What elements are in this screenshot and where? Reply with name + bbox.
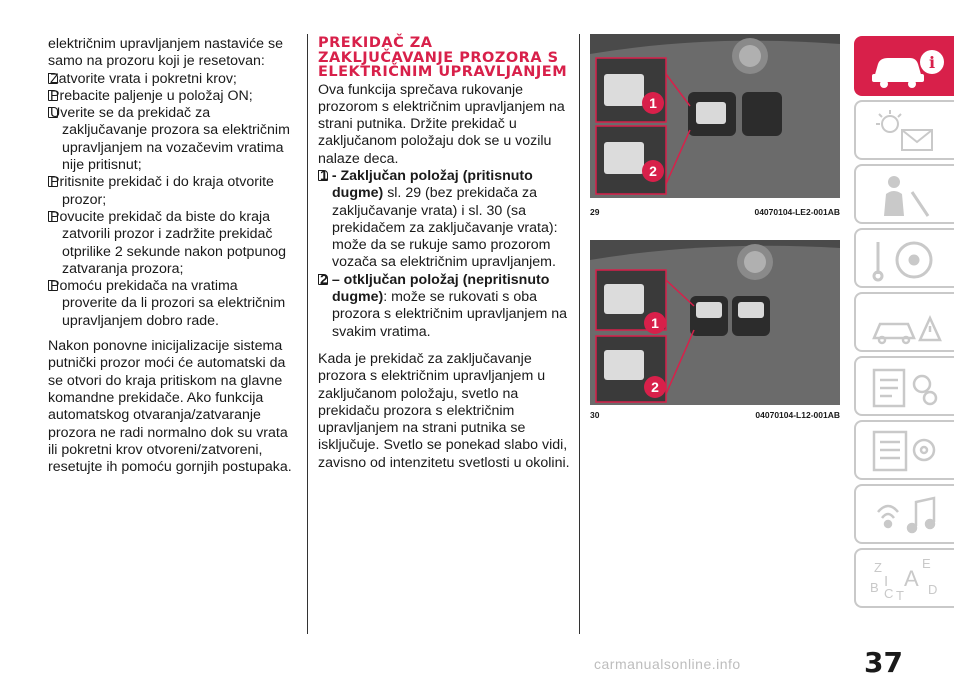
bullet-icon [48,90,58,101]
bullet-icon [48,211,58,222]
list-item [318,272,572,341]
tab-dashboard-lights[interactable] [854,100,954,160]
maintenance-icon [868,364,948,410]
tab-safety[interactable] [854,164,954,224]
column-divider [307,34,308,634]
tab-maintenance[interactable] [854,356,954,416]
index-icon [868,556,948,602]
specifications-icon [868,428,948,474]
dashboard-lights-icon [868,108,948,154]
figure-30 [590,240,840,405]
list-item [48,88,294,105]
bullet-icon [48,280,58,291]
list-item-text: Povucite prekidač da biste do kraja zatvorili prozor i zadržite prekidač otprilike 2 sekunde nakon potpunog zatvaranja prozora; [50,208,287,277]
tab-specifications[interactable] [854,420,954,480]
bullet-icon [318,170,328,181]
list-item-text: Pomoću prekidača na vratima proverite da li prozori sa električnim upravljanjem dobro rade. [50,278,286,329]
steering-wheel-icon [868,236,948,282]
list-item [48,209,294,278]
item2-text: : može se rukovati s oba prozora s električnim upravljanjem na svakim vratima. [332,289,567,340]
index-letter: T [896,588,904,602]
col2-paragraph: Kada je prekidač za zaključavanje prozora s električnim upravljanjem u zaključanom položaju, svetlo na prekidaču prozora s električnim upravljanjem na strani putnika se isključuje. Svetlo se ponekad slabo vidi, zavisno od intenzitetu svetlosti u okolini. [318,350,570,471]
index-letter: C [884,586,894,601]
list-item [48,71,294,88]
car-info-icon [868,44,948,90]
list-item [48,174,294,209]
callout-1: 1 [644,312,666,334]
left-column [48,36,294,486]
index-letter: Z [874,560,882,575]
safety-airbag-icon [868,172,948,218]
item2-title: 2 – otključan položaj (nepritisnuto dugme) [320,271,550,306]
figure-code: 04070104-LE2-001AB [754,207,840,217]
tab-emergency[interactable] [854,292,954,352]
figure-number: 29 [590,207,600,217]
bullet-icon [318,274,328,285]
page-number: 37 [864,646,903,679]
callout-1: 1 [642,92,664,114]
index-letter: I [884,573,889,590]
multimedia-icon [868,492,948,538]
item1-title: 1 - Zaključan položaj (pritisnuto dugme) [320,167,533,202]
col1-intro: električnim upravljanjem nastaviće se samo na prozoru koji je resetovan: [48,36,283,70]
tab-index[interactable] [854,548,954,608]
figure-number: 30 [590,410,600,420]
callout-2: 2 [644,376,666,398]
bullet-icon [48,73,58,84]
bullet-icon [48,107,58,118]
list-item-text: Pritisnite prekidač i do kraja otvorite prozor; [50,174,274,208]
index-letter: B [870,580,879,595]
bullet-icon [48,176,58,187]
list-item [48,105,294,174]
figure-code: 04070104-L12-001AB [755,410,840,420]
door-switch-illustration [590,34,840,198]
index-letter: A [904,566,919,591]
tab-multimedia[interactable] [854,484,954,544]
list-item-text: Zatvorite vrata i pokretni krov; [50,70,237,87]
col1-paragraph: Nakon ponovne inicijalizacije sistema putnički prozor moći će automatski da se otvori do kraja pritiskom na glavne komandne prekidače. Ako funkcija automatskog otvaranja/zatvaranje prozora ne radi normalno dok su vrata ili pokretni krov otvoreni/zatvoreni, resetujte ih pomoću gornjih postupaka. [48,338,292,476]
figure-29 [590,34,840,198]
list-item [318,168,572,272]
list-item [48,278,294,330]
section-heading: PREKIDAČ ZA ZAKLJUČAVANJE PROZORA S ELEKTRIČNIM UPRAVLJANJEM [318,35,568,80]
item1-text: sl. 29 (bez prekidača za zaključavanje vrata) i sl. 30 (sa prekidačem za zaključavanje vrata): može da se rukuje samo prozorom vozača sa električnim upravljanjem. [332,185,558,271]
middle-column [318,36,572,482]
svg-text:i: i [929,53,936,72]
callout-2: 2 [642,160,664,182]
bullet-list [48,71,294,330]
list-item-text: Prebacite paljenje u položaj ON; [50,87,253,104]
index-letter: D [928,582,938,597]
door-switch-illustration [590,240,840,405]
watermark: carmanualsonline.info [594,656,741,672]
index-letter: E [922,556,931,571]
warning-crash-icon [868,300,948,346]
col2-intro: Ova funkcija sprečava rukovanje prozorom s električnim upravljanjem na strani putnika. Držite prekidač u zaključanom položaju dok se u vozilu nalaze deca. [318,81,565,167]
tab-car-info[interactable] [854,36,954,96]
tab-starting-driving[interactable] [854,228,954,288]
list-item-text: Uverite se da prekidač za zaključavanje prozora sa električnim upravljanjem na vozačevim vratima nije pritisnut; [50,105,290,174]
column-divider [579,34,580,634]
